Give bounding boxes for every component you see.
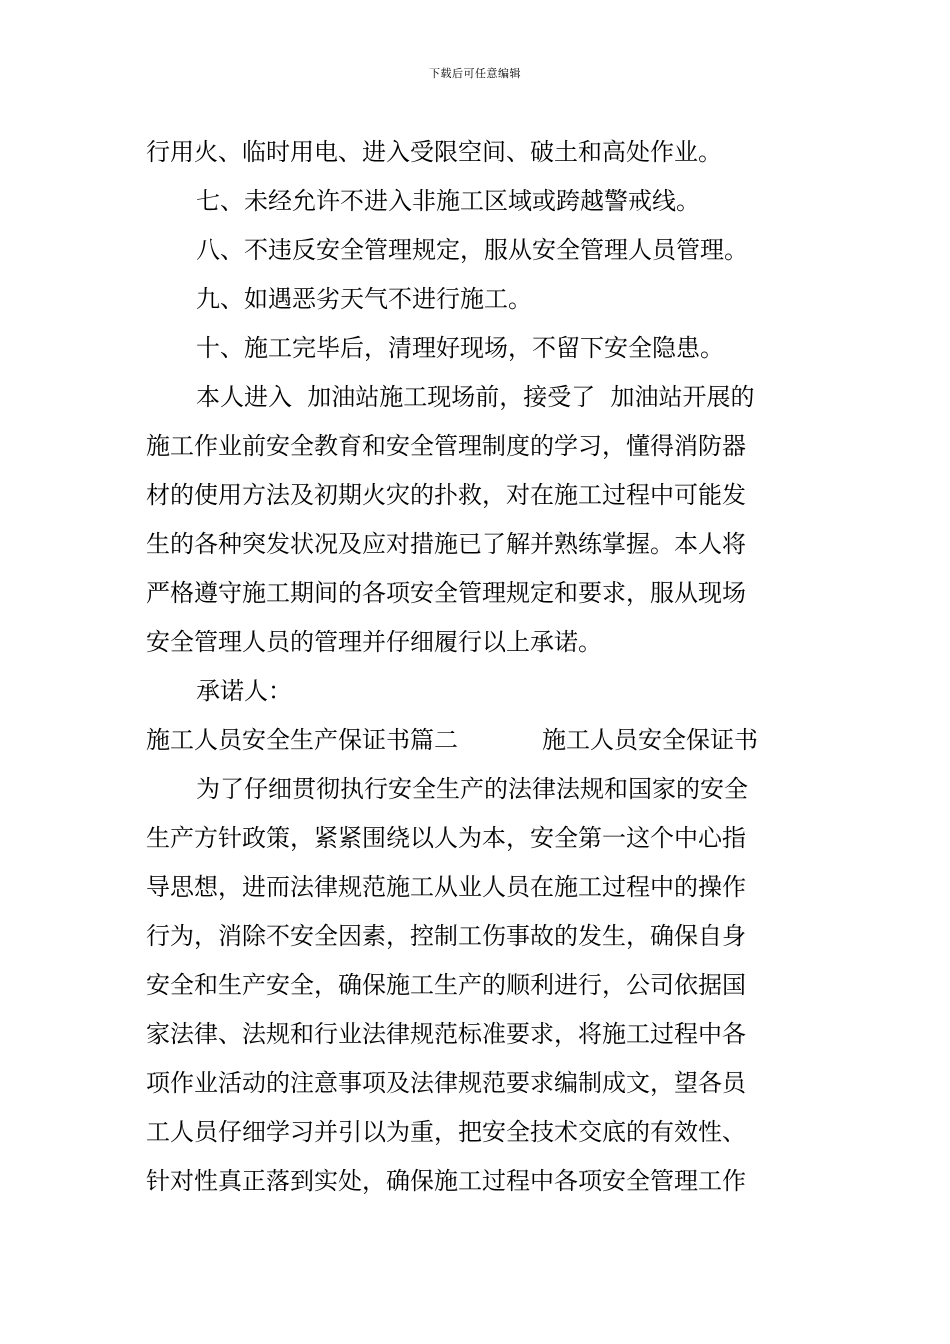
paragraph-line: 行用火、临时用电、进入受限空间、破土和高处作业。 [146,138,722,166]
paragraph-line: 安全和生产安全，确保施工生产的顺利进行，公司依据国 [146,971,746,999]
paragraph-line: 生产方针政策，紧紧围绕以人为本，安全第一这个中心指 [146,824,746,852]
paragraph-line: 家法律、法规和行业法律规范标准要求，将施工过程中各 [146,1020,746,1048]
paragraph-line: 工人员仔细学习并引以为重，把安全技术交底的有效性、 [146,1118,746,1146]
paragraph-line: 严格遵守施工期间的各项安全管理规定和要求，服从现场 [146,579,746,607]
section-title-right: 施工人员安全保证书 [542,726,758,754]
paragraph-line: 项作业活动的注意事项及法律规范要求编制成文，望各员 [146,1069,746,1097]
paragraph-line: 施工作业前安全教育和安全管理制度的学习，懂得消防器 [146,432,746,460]
list-item-9: 九、如遇恶劣天气不进行施工。 [196,285,532,313]
paragraph-line: 本人进入 加油站施工现场前，接受了 加油站开展的 [196,383,755,411]
signature-label: 承诺人： [196,677,292,705]
paragraph-line: 为了仔细贯彻执行安全生产的法律法规和国家的安全 [196,775,748,803]
section-title-left: 施工人员安全生产保证书篇二 [146,726,458,754]
paragraph-line: 针对性真正落到实处，确保施工过程中各项安全管理工作 [146,1167,746,1195]
paragraph-line: 导思想，进而法律规范施工从业人员在施工过程中的操作 [146,873,746,901]
list-item-8: 八、不违反安全管理规定，服从安全管理人员管理。 [196,236,748,264]
section-title [146,719,758,768]
paragraph-line: 安全管理人员的管理并仔细履行以上承诺。 [146,628,602,656]
paragraph-line: 生的各种突发状况及应对措施已了解并熟练掌握。本人将 [146,530,746,558]
document-body [146,131,806,1209]
page-header-note: 下载后可任意编辑 [429,67,521,80]
paragraph-line: 材的使用方法及初期火灾的扑救，对在施工过程中可能发 [146,481,746,509]
list-item-10: 十、施工完毕后，清理好现场，不留下安全隐患。 [196,334,724,362]
list-item-7: 七、未经允许不进入非施工区域或跨越警戒线。 [196,187,700,215]
paragraph-line: 行为，消除不安全因素，控制工伤事故的发生，确保自身 [146,922,746,950]
